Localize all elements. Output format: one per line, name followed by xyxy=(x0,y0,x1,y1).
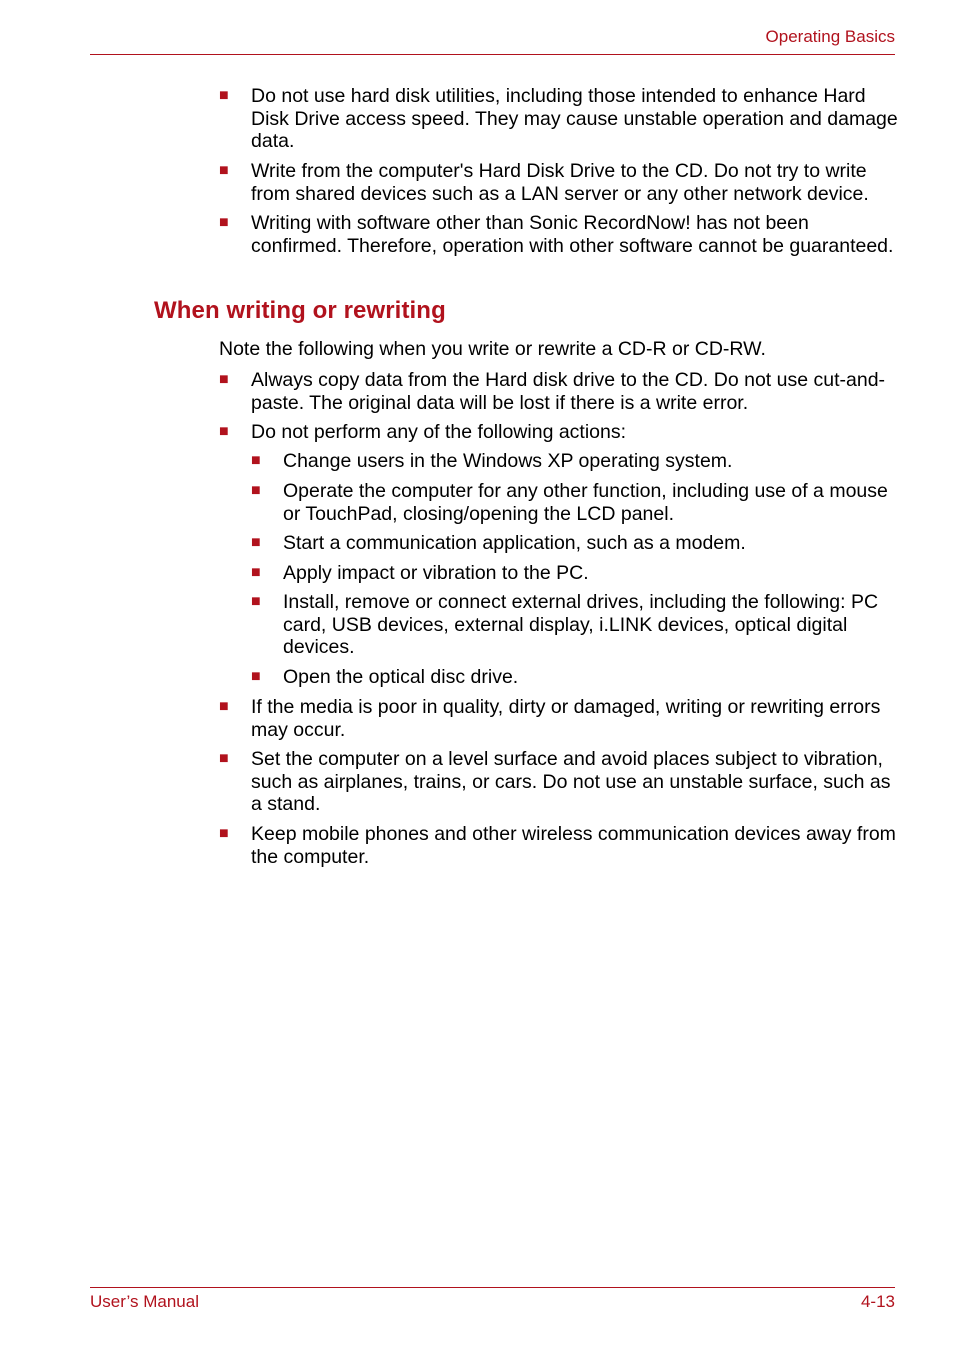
bullet-icon: ■ xyxy=(219,698,229,715)
section-heading: When writing or rewriting xyxy=(154,297,446,324)
list-item: ■ Do not perform any of the following actions: xyxy=(219,421,627,443)
bullet-icon: ■ xyxy=(251,668,261,685)
list-item: ■ Set the computer on a level surface and avoid places subject to vibration, such as airplanes, trains, or cars. Do not use an unstable surface, such as a stand. xyxy=(219,748,891,816)
sub-list-item: ■ Change users in the Windows XP operating system. xyxy=(251,450,733,472)
sub-list-item: ■ Operate the computer for any other function, including use of a mouse or TouchPad, closing/opening the LCD panel. xyxy=(251,480,888,525)
header-rule xyxy=(90,54,895,55)
bullet-icon: ■ xyxy=(219,214,229,231)
list-item: ■ Keep mobile phones and other wireless communication devices away from the computer. xyxy=(219,823,896,868)
list-item: ■ Writing with software other than Sonic RecordNow! has not been confirmed. Therefore, operation with other software cannot be guaranteed. xyxy=(219,212,894,257)
bullet-icon: ■ xyxy=(251,452,261,469)
bullet-icon: ■ xyxy=(251,534,261,551)
footer-rule xyxy=(90,1287,895,1288)
bullet-icon: ■ xyxy=(251,564,261,581)
page-header-title: Operating Basics xyxy=(765,27,895,46)
bullet-icon: ■ xyxy=(219,825,229,842)
footer-page-number: 4-13 xyxy=(860,1292,895,1311)
bullet-icon: ■ xyxy=(219,750,229,767)
list-item: ■ If the media is poor in quality, dirty or damaged, writing or rewriting errors may occur. xyxy=(219,696,881,741)
bullet-icon: ■ xyxy=(251,482,261,499)
sub-list-item: ■ Apply impact or vibration to the PC. xyxy=(251,562,589,584)
sub-list-item: ■ Install, remove or connect external drives, including the following: PC card, USB devices, external display, i.LINK devices, optical digital devices. xyxy=(251,591,879,659)
list-item: ■ Always copy data from the Hard disk drive to the CD. Do not use cut-and-paste. The original data will be lost if there is a write error. xyxy=(219,369,886,414)
list-item: ■ Write from the computer's Hard Disk Drive to the CD. Do not try to write from shared devices such as a LAN server or any other network device. xyxy=(219,160,869,205)
bullet-icon: ■ xyxy=(219,162,229,179)
sub-list-item: ■ Open the optical disc drive. xyxy=(251,666,519,688)
bullet-icon: ■ xyxy=(219,423,229,440)
list-item: ■ Do not use hard disk utilities, including those intended to enhance Hard Disk Drive access speed. They may cause unstable operation and damage data. xyxy=(219,85,898,153)
bullet-icon: ■ xyxy=(251,593,261,610)
sub-list-item: ■ Start a communication application, such as a modem. xyxy=(251,532,746,554)
footer-manual-title: User’s Manual xyxy=(90,1292,199,1311)
section-intro: Note the following when you write or rewrite a CD-R or CD-RW. xyxy=(219,338,766,360)
bullet-icon: ■ xyxy=(219,87,229,104)
bullet-icon: ■ xyxy=(219,371,229,388)
